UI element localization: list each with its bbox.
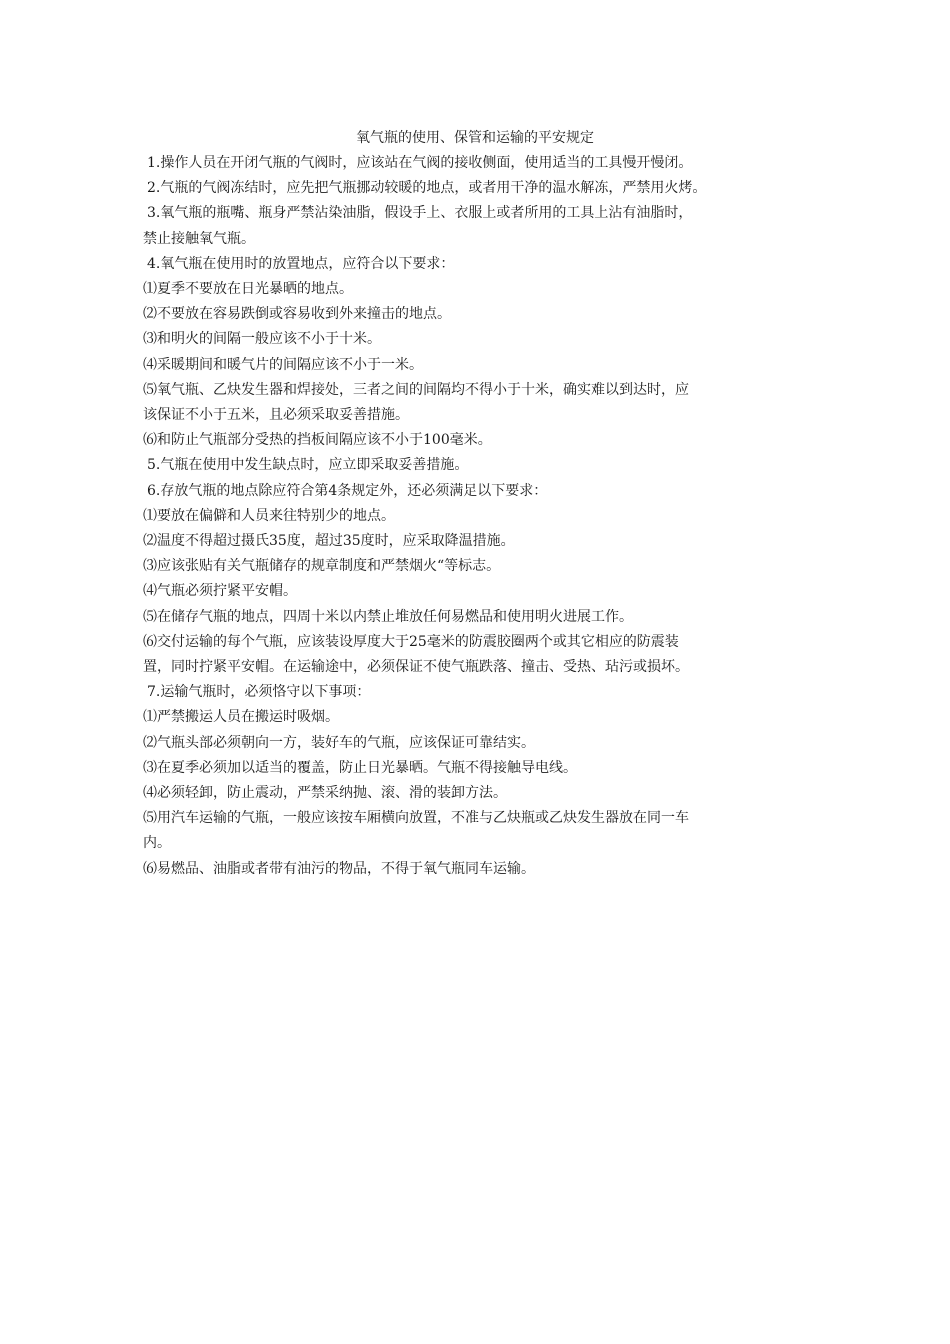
sub-item-line: ⑹交付运输的每个气瓶，应该装设厚度大于25毫米的防震胶圈两个或其它相应的防震装 xyxy=(143,633,679,650)
numbered-paragraph: 7.运输气瓶时，必须恪守以下事项： xyxy=(147,684,371,701)
sub-item-line: ⑹和防止气瓶部分受热的挡板间隔应该不小于100毫米。 xyxy=(143,432,492,449)
numbered-paragraph: 1.操作人员在开闭气瓶的气阀时，应该站在气阀的接收侧面，使用适当的工具慢开慢闭。 xyxy=(147,155,693,171)
numbered-paragraph: 3.氧气瓶的瓶嘴、瓶身严禁沾染油脂，假设手上、衣服上或者所用的工具上沾有油脂时， xyxy=(147,205,693,222)
sub-item-line: ⑴严禁搬运人员在搬运时吸烟。 xyxy=(143,709,339,726)
sub-item-line: 内。 xyxy=(143,835,171,852)
sub-item-line: ⑵温度不得超过摄氏35度，超过35度时，应采取降温措施。 xyxy=(143,533,515,550)
sub-item-line: ⑹易燃品、油脂或者带有油污的物品，不得于氧气瓶同车运输。 xyxy=(143,860,535,877)
sub-item-line: 该保证不小于五米，且必须采取妥善措施。 xyxy=(143,407,409,424)
numbered-paragraph: 5.气瓶在使用中发生缺点时，应立即采取妥善措施。 xyxy=(147,457,469,474)
document-body xyxy=(143,151,811,882)
sub-item-line: ⑷采暖期间和暖气片的间隔应该不小于一米。 xyxy=(143,356,423,373)
numbered-paragraph: 2.气瓶的气阀冻结时，应先把气瓶挪动较暖的地点，或者用干净的温水解冻，严禁用火烤。 xyxy=(147,180,707,197)
sub-item-line: ⑶在夏季必须加以适当的覆盖，防止日光暴晒。气瓶不得接触导电线。 xyxy=(143,759,577,776)
sub-item-line: ⑸用汽车运输的气瓶，一般应该按车厢横向放置，不准与乙炔瓶或乙炔发生器放在同一车 xyxy=(143,810,689,827)
sub-item-line: ⑴夏季不要放在日光暴晒的地点。 xyxy=(143,281,353,298)
sub-item-line: ⑷必须轻卸，防止震动，严禁采纳抛、滚、滑的装卸方法。 xyxy=(143,785,507,802)
numbered-paragraph: 4.氧气瓶在使用时的放置地点，应符合以下要求： xyxy=(147,255,455,272)
sub-item-line: ⑸在储存气瓶的地点，四周十米以内禁止堆放任何易燃品和使用明火进展工作。 xyxy=(143,608,633,625)
sub-item-line: ⑵气瓶头部必须朝向一方，装好车的气瓶，应该保证可靠结实。 xyxy=(143,734,535,751)
sub-item-line: 置，同时拧紧平安帽。在运输途中，必须保证不使气瓶跌落、撞击、受热、玷污或损坏。 xyxy=(143,659,689,676)
sub-item-line: ⑶应该张贴有关气瓶储存的规章制度和严禁烟火“等标志。 xyxy=(143,558,501,575)
sub-item-line: ⑸氧气瓶、乙炔发生器和焊接处，三者之间的间隔均不得小于十米，确实难以到达时，应 xyxy=(143,381,689,398)
sub-item-line: 禁止接触氧气瓶。 xyxy=(143,230,255,247)
sub-item-line: ⑶和明火的间隔一般应该不小于十米。 xyxy=(143,331,381,348)
sub-item-line: ⑷气瓶必须拧紧平安帽。 xyxy=(143,583,297,600)
document-title: 氧气瓶的使用、保管和运输的平安规定 xyxy=(356,130,594,146)
sub-item-line: ⑵不要放在容易跌倒或容易收到外来撞击的地点。 xyxy=(143,306,451,323)
sub-item-line: ⑴要放在偏僻和人员来往特别少的地点。 xyxy=(143,507,395,524)
numbered-paragraph: 6.存放气瓶的地点除应符合第4条规定外，还必须满足以下要求： xyxy=(147,482,548,499)
